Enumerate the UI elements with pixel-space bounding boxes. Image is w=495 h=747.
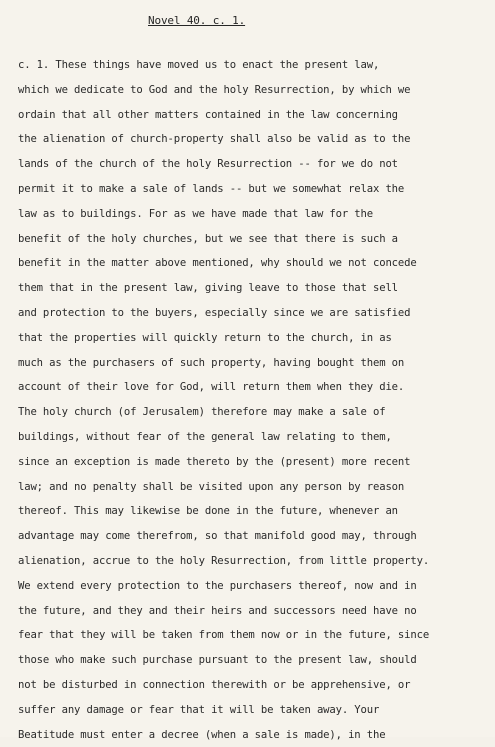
text-line: c. 1. These things have moved us to enact the present law,: [18, 59, 380, 71]
text-line: not be disturbed in connection therewith or be apprehensive, or: [18, 678, 411, 691]
text-line: Beatitude must enter a decree (when a sale is made), in the: [18, 728, 386, 741]
text-line: buildings, without fear of the general law relating to them,: [18, 430, 392, 443]
text-line: law as to buildings. For as we have made that law for the: [18, 207, 373, 220]
text-line: advantage may come therefrom, so that manifold good may, through: [18, 530, 417, 543]
text-line: We extend every protection to the purchasers thereof, now and in: [18, 579, 417, 592]
text-line: benefit of the holy churches, but we see that there is such a: [18, 232, 398, 245]
text-line: and protection to the buyers, especially since we are satisfied: [18, 306, 411, 319]
text-line: law; and no penalty shall be visited upon any person by reason: [18, 480, 405, 493]
text-line: the alienation of church-property shall also be valid as to the: [18, 133, 411, 146]
text-line: which we dedicate to God and the holy Resurrection, by which we: [18, 83, 411, 96]
text-line: since an exception is made thereto by the (present) more recent: [18, 455, 411, 468]
text-line: lands of the church of the holy Resurrection -- for we do not: [18, 158, 398, 171]
text-line: The holy church (of Jerusalem) therefore may make a sale of: [18, 406, 386, 419]
text-line: ordain that all other matters contained in the law concerning: [18, 108, 398, 121]
page-title: Novel 40. c. 1.: [148, 14, 246, 27]
text-line: the future, and they and their heirs and successors need have no: [18, 604, 417, 617]
text-line: that the properties will quickly return to the church, in as: [18, 331, 392, 344]
text-line: permit it to make a sale of lands -- but we somewhat relax the: [18, 182, 405, 195]
text-line: thereof. This may likewise be done in the future, whenever an: [18, 505, 398, 518]
text-line: suffer any damage or fear that it will be taken away. Your: [18, 703, 380, 716]
text-line: alienation, accrue to the holy Resurrection, from little property.: [18, 554, 430, 567]
text-line: much as the purchasers of such property, having bought them on: [18, 356, 405, 369]
text-line: those who make such purchase pursuant to the present law, should: [18, 654, 417, 667]
text-line: account of their love for God, will return them when they die.: [18, 381, 405, 394]
text-line: fear that they will be taken from them now or in the future, since: [18, 629, 430, 642]
text-line: benefit in the matter above mentioned, why should we not concede: [18, 257, 417, 270]
document-body: [18, 53, 488, 747]
text-line: them that in the present law, giving leave to those that sell: [18, 282, 398, 295]
